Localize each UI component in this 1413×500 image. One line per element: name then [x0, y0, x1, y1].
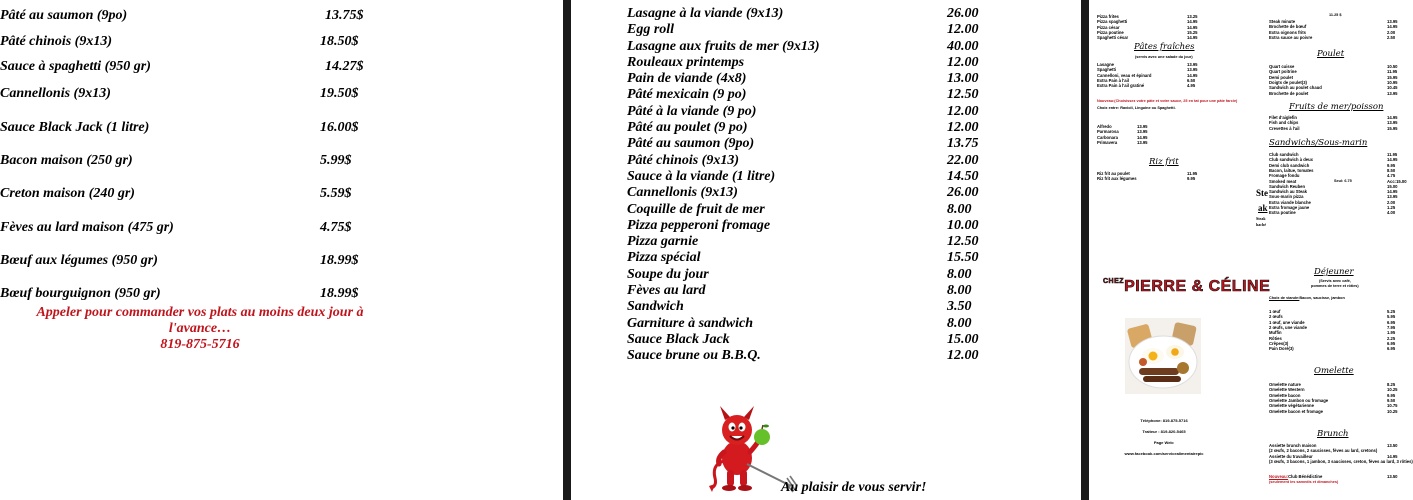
menu-item-name: Bacon maison (250 gr) — [0, 153, 133, 168]
order-phone: 819-875-5716 — [160, 337, 240, 352]
sauce-item-price: 13.95 — [1137, 139, 1148, 145]
sandwich-item-price: 14.95 — [1387, 189, 1398, 195]
pizza-item-price: 14.95 — [1187, 35, 1198, 41]
brunch-item-name: Assiette du travailleur — [1269, 453, 1313, 459]
sandwich-item-price: Acc:15.00 — [1387, 178, 1407, 184]
sandwich-item-price: 4.75 — [1387, 173, 1396, 179]
omelette-item-name: Omelette végétarienne — [1269, 403, 1314, 409]
riz-item-name: Riz frit au poulet — [1097, 171, 1130, 176]
sauce-item-name: Primavera — [1097, 139, 1118, 145]
dejeuner-item-name: Crêpes(3) — [1269, 340, 1289, 346]
poulet-item-name: Doigts de poulet(3) — [1269, 79, 1307, 85]
poulet-item-name: Quart cuisse — [1269, 64, 1295, 69]
menu-item-price: 18.99$ — [320, 286, 359, 301]
fruits-item-price: 13.95 — [1387, 120, 1398, 126]
price-list-item-name: Pizza spécial — [627, 250, 701, 266]
contact-traiteur: Traiteur : 819-820-5465 — [1142, 429, 1186, 434]
dejeuner-item-name: 1 œuf — [1269, 309, 1281, 314]
dejeuner-item-price: 2.25 — [1387, 335, 1396, 341]
restaurant-logo — [1103, 278, 1270, 296]
fruits-item-price: 15.95 — [1387, 125, 1398, 131]
sandwich-item-name: Extra poutine — [1269, 210, 1296, 216]
omelette-item-price: 8.25 — [1387, 382, 1396, 387]
riz-item-price: 9.95 — [1187, 176, 1196, 182]
sandwich-item-price: 4.00 — [1387, 210, 1396, 216]
brunch-heading: Brunch — [1317, 429, 1349, 439]
sauce-item — [1097, 139, 1148, 145]
poulet-item-price: 15.95 — [1387, 74, 1398, 80]
omelette-item-name: Omelette bacon et fromage — [1269, 408, 1323, 414]
price-list-item-price: 40.00 — [947, 38, 979, 54]
price-list-item-price: 12.00 — [947, 103, 979, 119]
poulet-item-name: Sandwich au poulet chaud — [1269, 85, 1322, 91]
pates-new-promo: Nouveau:(Choisissez votre pâte et votre sauce, 25 en tat pour une pâte farcie) — [1097, 99, 1238, 103]
order-note — [0, 305, 400, 353]
price-list-item-price: 12.00 — [947, 120, 979, 136]
price-list-item-name: Cannellonis (9x13) — [627, 185, 738, 201]
price-list-item-price: 15.50 — [947, 250, 979, 266]
order-note-line2: l'avance… — [168, 321, 232, 336]
poulet-item-price: 11.95 — [1387, 69, 1398, 75]
poulet-item-price: 13.95 — [1387, 90, 1398, 96]
sauce-item-price: 13.95 — [1137, 129, 1148, 135]
brunch-item — [1269, 459, 1413, 464]
omelette-heading: Omelette — [1314, 366, 1354, 376]
steak-fragment-2: ak — [1258, 203, 1268, 213]
sauce-item-name: Parmarosa — [1097, 129, 1119, 135]
steak-item-name: Brochette de bœuf — [1269, 24, 1307, 30]
sandwich-item-price: 14.95 — [1387, 157, 1398, 163]
riz-item — [1097, 176, 1196, 182]
fruits-item-price: 14.95 — [1387, 115, 1398, 120]
brunch-item-name: Assiette brunch maison — [1269, 443, 1317, 448]
price-list-item-price: 15.00 — [947, 331, 979, 347]
logo-name: PIERRE & CÉLINE — [1124, 278, 1271, 295]
price-list-item-price: 3.50 — [947, 299, 972, 315]
sandwich-item-name: Extra fromage jaune — [1269, 205, 1310, 210]
poulet-item-price: 10.45 — [1387, 85, 1398, 91]
price-list-item-price: 12.00 — [947, 22, 979, 38]
dejeuner-item-name: 2 œufs — [1269, 314, 1283, 320]
menu-item-price: 5.99$ — [320, 153, 352, 168]
pizza-item-name: Pizza frites — [1097, 14, 1119, 19]
price-list-item-price: 13.75 — [947, 136, 979, 152]
sandwich-item-name: Sandwich au Steak — [1269, 189, 1307, 195]
omelette-item-price: 9.95 — [1387, 392, 1396, 398]
pates-item-price: 13.95 — [1187, 67, 1198, 73]
sandwich-item-name: Bacon, laitue, tomates — [1269, 167, 1314, 173]
poulet-heading: Poulet — [1317, 49, 1345, 59]
brunch-new-label: Nouveau: — [1269, 474, 1289, 479]
brunch-new-item — [1269, 474, 1398, 479]
omelette-item-name: Omelette Jambon ou fromage — [1269, 397, 1329, 403]
price-list-item-price: 14.50 — [947, 168, 979, 184]
pates-note: (servis avec une salade du jour) — [1135, 55, 1193, 59]
omelette-item — [1269, 408, 1398, 414]
steak-item-name: Extra oignons frits — [1269, 29, 1306, 35]
meat-choice-label: Choix de viande: — [1269, 296, 1300, 300]
brunch-item-name: (2 œufs, 2 bacons, 2 saucisses, fèves au lard, cretons) — [1269, 448, 1378, 454]
price-list-item-name: Pâté à la viande (9 po) — [627, 103, 757, 119]
dejeuner-item-name: 1 œuf, une viande — [1269, 319, 1305, 325]
meat-choice-line — [1269, 296, 1345, 300]
steak-item-price: 14.95 — [1387, 24, 1398, 30]
dejeuner-item-price: 1.95 — [1387, 330, 1396, 336]
dejeuner-heading: Déjeuner — [1314, 267, 1354, 277]
dejeuner-item-price: 6.95 — [1387, 319, 1396, 325]
menu-item-name: Creton maison (240 gr) — [0, 186, 135, 201]
pizza-item-price: 14.95 — [1187, 24, 1198, 30]
price-list-item-name: Pizza pepperoni fromage — [627, 217, 771, 233]
pizza-item-price: 14.95 — [1187, 19, 1198, 25]
dejeuner-item-price: 7.95 — [1387, 324, 1396, 330]
poulet-item-name: Demi poulet — [1269, 74, 1293, 80]
pates-item-name: Cannelloni, veau et épinard — [1097, 72, 1152, 78]
pates-item-price: 14.95 — [1187, 72, 1198, 78]
contact-web-url: www.facebook.com/servicealimentairepic — [1124, 451, 1204, 456]
dejeuner-item-price: 5.25 — [1387, 309, 1396, 314]
price-list-item-name: Sauce brune ou B.B.Q. — [627, 348, 761, 364]
dejeuner-note-1: (Servis avec café, — [1319, 279, 1351, 283]
contact-web-label: Page Web: — [1153, 440, 1175, 445]
steak-item-name: Extra sauce au poivre — [1269, 34, 1313, 40]
price-list-item-price: 12.00 — [947, 54, 979, 70]
sauce-item-price: 14.95 — [1137, 134, 1148, 140]
menu-item-price: 16.00$ — [320, 120, 359, 135]
pates-item-price: 13.95 — [1187, 62, 1198, 67]
steak-fragment-3: Steak — [1256, 216, 1266, 221]
contact-phone: Téléphone: 819-875-5716 — [1140, 418, 1188, 423]
menu-item-name: Pâté chinois (9x13) — [0, 34, 112, 49]
steak-fragment-1: Ste — [1256, 188, 1268, 198]
pizza-item-name: Pizza spaghetti — [1097, 19, 1128, 25]
price-list-item-price: 8.00 — [947, 283, 972, 299]
omelette-item-price: 10.75 — [1387, 403, 1398, 409]
brunch-item-name: (3 œufs, 3 bacons, 1 jambon, 3 saucisses, creton, fèves au lard, 3 rôties) — [1269, 458, 1413, 464]
sandwich-item-name: Sous-marin pizza — [1269, 194, 1304, 200]
menu-page-middle — [571, 0, 1081, 500]
steak-item-price: 2.00 — [1387, 29, 1396, 35]
fruits-heading: Fruits de mer/poisson — [1289, 102, 1384, 112]
price-list-item-name: Pâté mexicain (9 po) — [627, 87, 747, 103]
price-list-item-price: 12.00 — [947, 348, 979, 364]
menu-item-name: Sauce Black Jack (1 litre) — [0, 120, 150, 135]
brunch-new-price: 13.50 — [1387, 474, 1398, 479]
dejeuner-item-name: Rôties — [1269, 335, 1282, 341]
menu-item-name: Fèves au lard maison (475 gr) — [0, 220, 174, 235]
brunch-item-price: 13.50 — [1387, 443, 1398, 448]
omelette-item-name: Omelette Western — [1269, 387, 1305, 393]
menu-item-price: 18.99$ — [320, 253, 359, 268]
price-list-item-name: Coquille de fruit de mer — [627, 201, 765, 217]
sandwich-item-name: Fromage fondu — [1269, 173, 1300, 179]
poulet-item-name: Brochette de poulet — [1269, 90, 1309, 96]
price-list-item-price: 12.50 — [947, 87, 979, 103]
sauce-item-name: Alfredo — [1097, 124, 1112, 129]
menu-item-price: 4.75$ — [320, 220, 352, 235]
devil-mascot-icon — [707, 400, 797, 492]
dejeuner-item-name: Pain Doré(3) — [1269, 346, 1294, 352]
pizza-item-price: 15.25 — [1187, 29, 1198, 35]
sandwich-item-name: Smoked meat — [1269, 178, 1297, 184]
sandwich-item-name: Club sandwich à deux — [1269, 157, 1313, 163]
dejeuner-item-price: 6.95 — [1387, 340, 1396, 346]
brunch-new-note: (seulement les samedis et dimanches) — [1269, 480, 1339, 484]
riz-heading: Riz frit — [1149, 157, 1179, 167]
price-list-item-name: Soupe du jour — [627, 266, 709, 282]
sandwich-item — [1269, 210, 1396, 216]
price-list-item-price: 13.00 — [947, 71, 979, 87]
smoked-meat-seul: Seul: 6.75 — [1334, 179, 1352, 183]
dejeuner-item-price: 6.95 — [1387, 346, 1396, 352]
riz-item-price: 11.95 — [1187, 171, 1198, 176]
breakfast-photo-icon — [1125, 318, 1201, 394]
steak-item — [1269, 34, 1396, 40]
dejeuner-item-name: Muffin — [1269, 330, 1282, 336]
menu-item-price: 13.75$ — [325, 8, 364, 23]
pates-heading: Pâtes fraîches — [1134, 42, 1195, 52]
menu-item-price: 18.50$ — [320, 34, 359, 49]
price-list-item-name: Rouleaux printemps — [627, 54, 745, 70]
menu-item-name: Sauce à spaghetti (950 gr) — [0, 59, 151, 74]
sandwich-item-price: 13.95 — [1387, 194, 1398, 200]
price-list-item-name: Egg roll — [627, 22, 675, 38]
fruits-item-name: Filet d'aiglefin — [1269, 115, 1297, 120]
dejeuner-item — [1269, 346, 1396, 352]
fruits-item — [1269, 125, 1398, 131]
sandwich-item-price: 2.00 — [1387, 199, 1396, 205]
pizza-item-name: Spaghetti césar — [1097, 35, 1129, 41]
meat-choice-text: Bacon, saucisse, jambon — [1299, 296, 1345, 300]
brunch-item-price: 14.95 — [1387, 453, 1398, 459]
price-list-item-price: 26.00 — [947, 6, 979, 21]
sandwich-item-price: 1.25 — [1387, 205, 1396, 210]
price-list-item-price: 26.00 — [947, 185, 979, 201]
price-list-item-name: Pâté au poulet (9 po) — [627, 120, 748, 136]
price-list-item-name: Pain de viande (4x8) — [627, 71, 747, 87]
sauce-item-name: Carbonara — [1097, 134, 1118, 140]
pates-item-name: Extra Pain à l'ail gratiné — [1097, 83, 1145, 89]
sandwich-item-price: 11.95 — [1387, 152, 1398, 157]
price-list-item-name: Garniture à sandwich — [627, 315, 754, 331]
omelette-item-price: 9.50 — [1387, 397, 1396, 403]
price-list-item-name: Pâté au saumon (9po) — [627, 136, 755, 152]
brunch-new-name: Club Bénédictine — [1288, 474, 1323, 479]
fruits-item-name: Crevettes à l'ail — [1269, 125, 1300, 131]
poulet-item-price: 10.95 — [1387, 79, 1398, 85]
sandwich-item-price: 9.95 — [1387, 162, 1396, 168]
steak-item-name: Steak minute — [1269, 19, 1296, 24]
steak-fragment-4: haché — [1256, 222, 1266, 227]
omelette-item-price: 10.25 — [1387, 387, 1398, 393]
menu-page-right — [1089, 0, 1413, 500]
menu-item-price: 14.27$ — [325, 59, 364, 74]
poulet-item — [1269, 90, 1398, 96]
sandwich-item-price: 8.50 — [1387, 167, 1396, 173]
poulet-item-price: 10.50 — [1387, 64, 1398, 69]
price-list-item-name: Sandwich — [627, 299, 684, 315]
order-note-line1: Appeler pour commander vos plats au moins deux jour à — [36, 305, 364, 320]
menu-item-name: Cannellonis (9x13) — [0, 86, 111, 101]
menu-item-name: Bœuf bourguignon (950 gr) — [0, 286, 161, 301]
price-list-item-price: 10.00 — [947, 217, 979, 233]
sandwich-item-name: Extra viande blanche — [1269, 199, 1311, 205]
pates-item-name: Spaghetti — [1097, 67, 1117, 73]
price-list-item-name: Lasagne à la viande (9x13) — [627, 6, 784, 21]
price-list-item-name: Fèves au lard — [627, 283, 706, 299]
logo-prefix: CHEZ — [1103, 278, 1125, 285]
dejeuner-item-name: 2 œufs, une viande — [1269, 324, 1307, 330]
pates-item — [1097, 83, 1196, 89]
menu-item-name: Pâté au saumon (9po) — [0, 8, 128, 23]
steak-price-label: 11.25 $ — [1329, 13, 1342, 17]
price-list-item-price: 8.00 — [947, 201, 972, 217]
steak-item-price: 2.50 — [1387, 34, 1396, 40]
closing-message: Au plaisir de vous servir! — [781, 480, 927, 495]
menu-item-price: 19.50$ — [320, 86, 359, 101]
fruits-item-name: Fish and chips — [1269, 120, 1299, 126]
pates-item-price: 4.95 — [1187, 83, 1196, 89]
price-list-item-price: 22.00 — [947, 152, 979, 168]
poulet-item-name: Quart poitrine — [1269, 69, 1297, 75]
sandwich-item-name: Club sandwich — [1269, 152, 1299, 157]
price-list-item-name: Lasagne aux fruits de mer (9x13) — [627, 38, 820, 54]
page-divider-right — [1081, 0, 1089, 500]
price-list-item-name: Pâté chinois (9x13) — [627, 152, 739, 168]
omelette-item-price: 10.25 — [1387, 408, 1398, 414]
menu-page-left — [0, 0, 563, 500]
menu-item-name: Bœuf aux légumes (950 gr) — [0, 253, 158, 268]
pizza-item — [1097, 35, 1198, 41]
sandwich-item-name: Sandwich Reuben — [1269, 183, 1306, 189]
pizza-item-name: Pizza poutine — [1097, 29, 1124, 35]
price-list-item-price: 8.00 — [947, 315, 972, 331]
pizza-item-price: 13.25 — [1187, 14, 1198, 19]
dejeuner-item-price: 5.95 — [1387, 314, 1396, 320]
price-list-item-price: 12.50 — [947, 234, 979, 250]
sandwich-heading: Sandwichs/Sous-marin — [1269, 138, 1368, 148]
steak-item-price: 13.95 — [1387, 19, 1398, 24]
sauce-item-price: 13.95 — [1137, 124, 1148, 129]
omelette-item-name: Omelette bacon — [1269, 392, 1301, 398]
menu-item-price: 5.59$ — [320, 186, 352, 201]
price-list-item-name: Sauce Black Jack — [627, 331, 730, 347]
sandwich-item-name: Demi club sandwich — [1269, 162, 1310, 168]
sandwich-item-price: 15.00 — [1387, 183, 1398, 189]
price-list-item-name: Sauce à la viande (1 litre) — [627, 168, 776, 184]
price-list-item-price: 8.00 — [947, 266, 972, 282]
pates-new-choice: Choix entre: Ravioli, Linguine ou Spaghetti. — [1097, 106, 1176, 110]
omelette-item-name: Omelette nature — [1269, 382, 1301, 387]
pates-item-name: Extra Pain à l'ail — [1097, 77, 1129, 83]
pates-item-name: Lasagne — [1097, 62, 1114, 67]
page-divider-left — [563, 0, 571, 500]
riz-item-name: Riz frit aux légumes — [1097, 176, 1137, 182]
pates-item-price: 6.50 — [1187, 77, 1196, 83]
pizza-item-name: Pizza césar — [1097, 24, 1120, 30]
dejeuner-note-2: pommes de terre et rôties) — [1311, 284, 1359, 288]
price-list-item-name: Pizza garnie — [627, 234, 699, 250]
